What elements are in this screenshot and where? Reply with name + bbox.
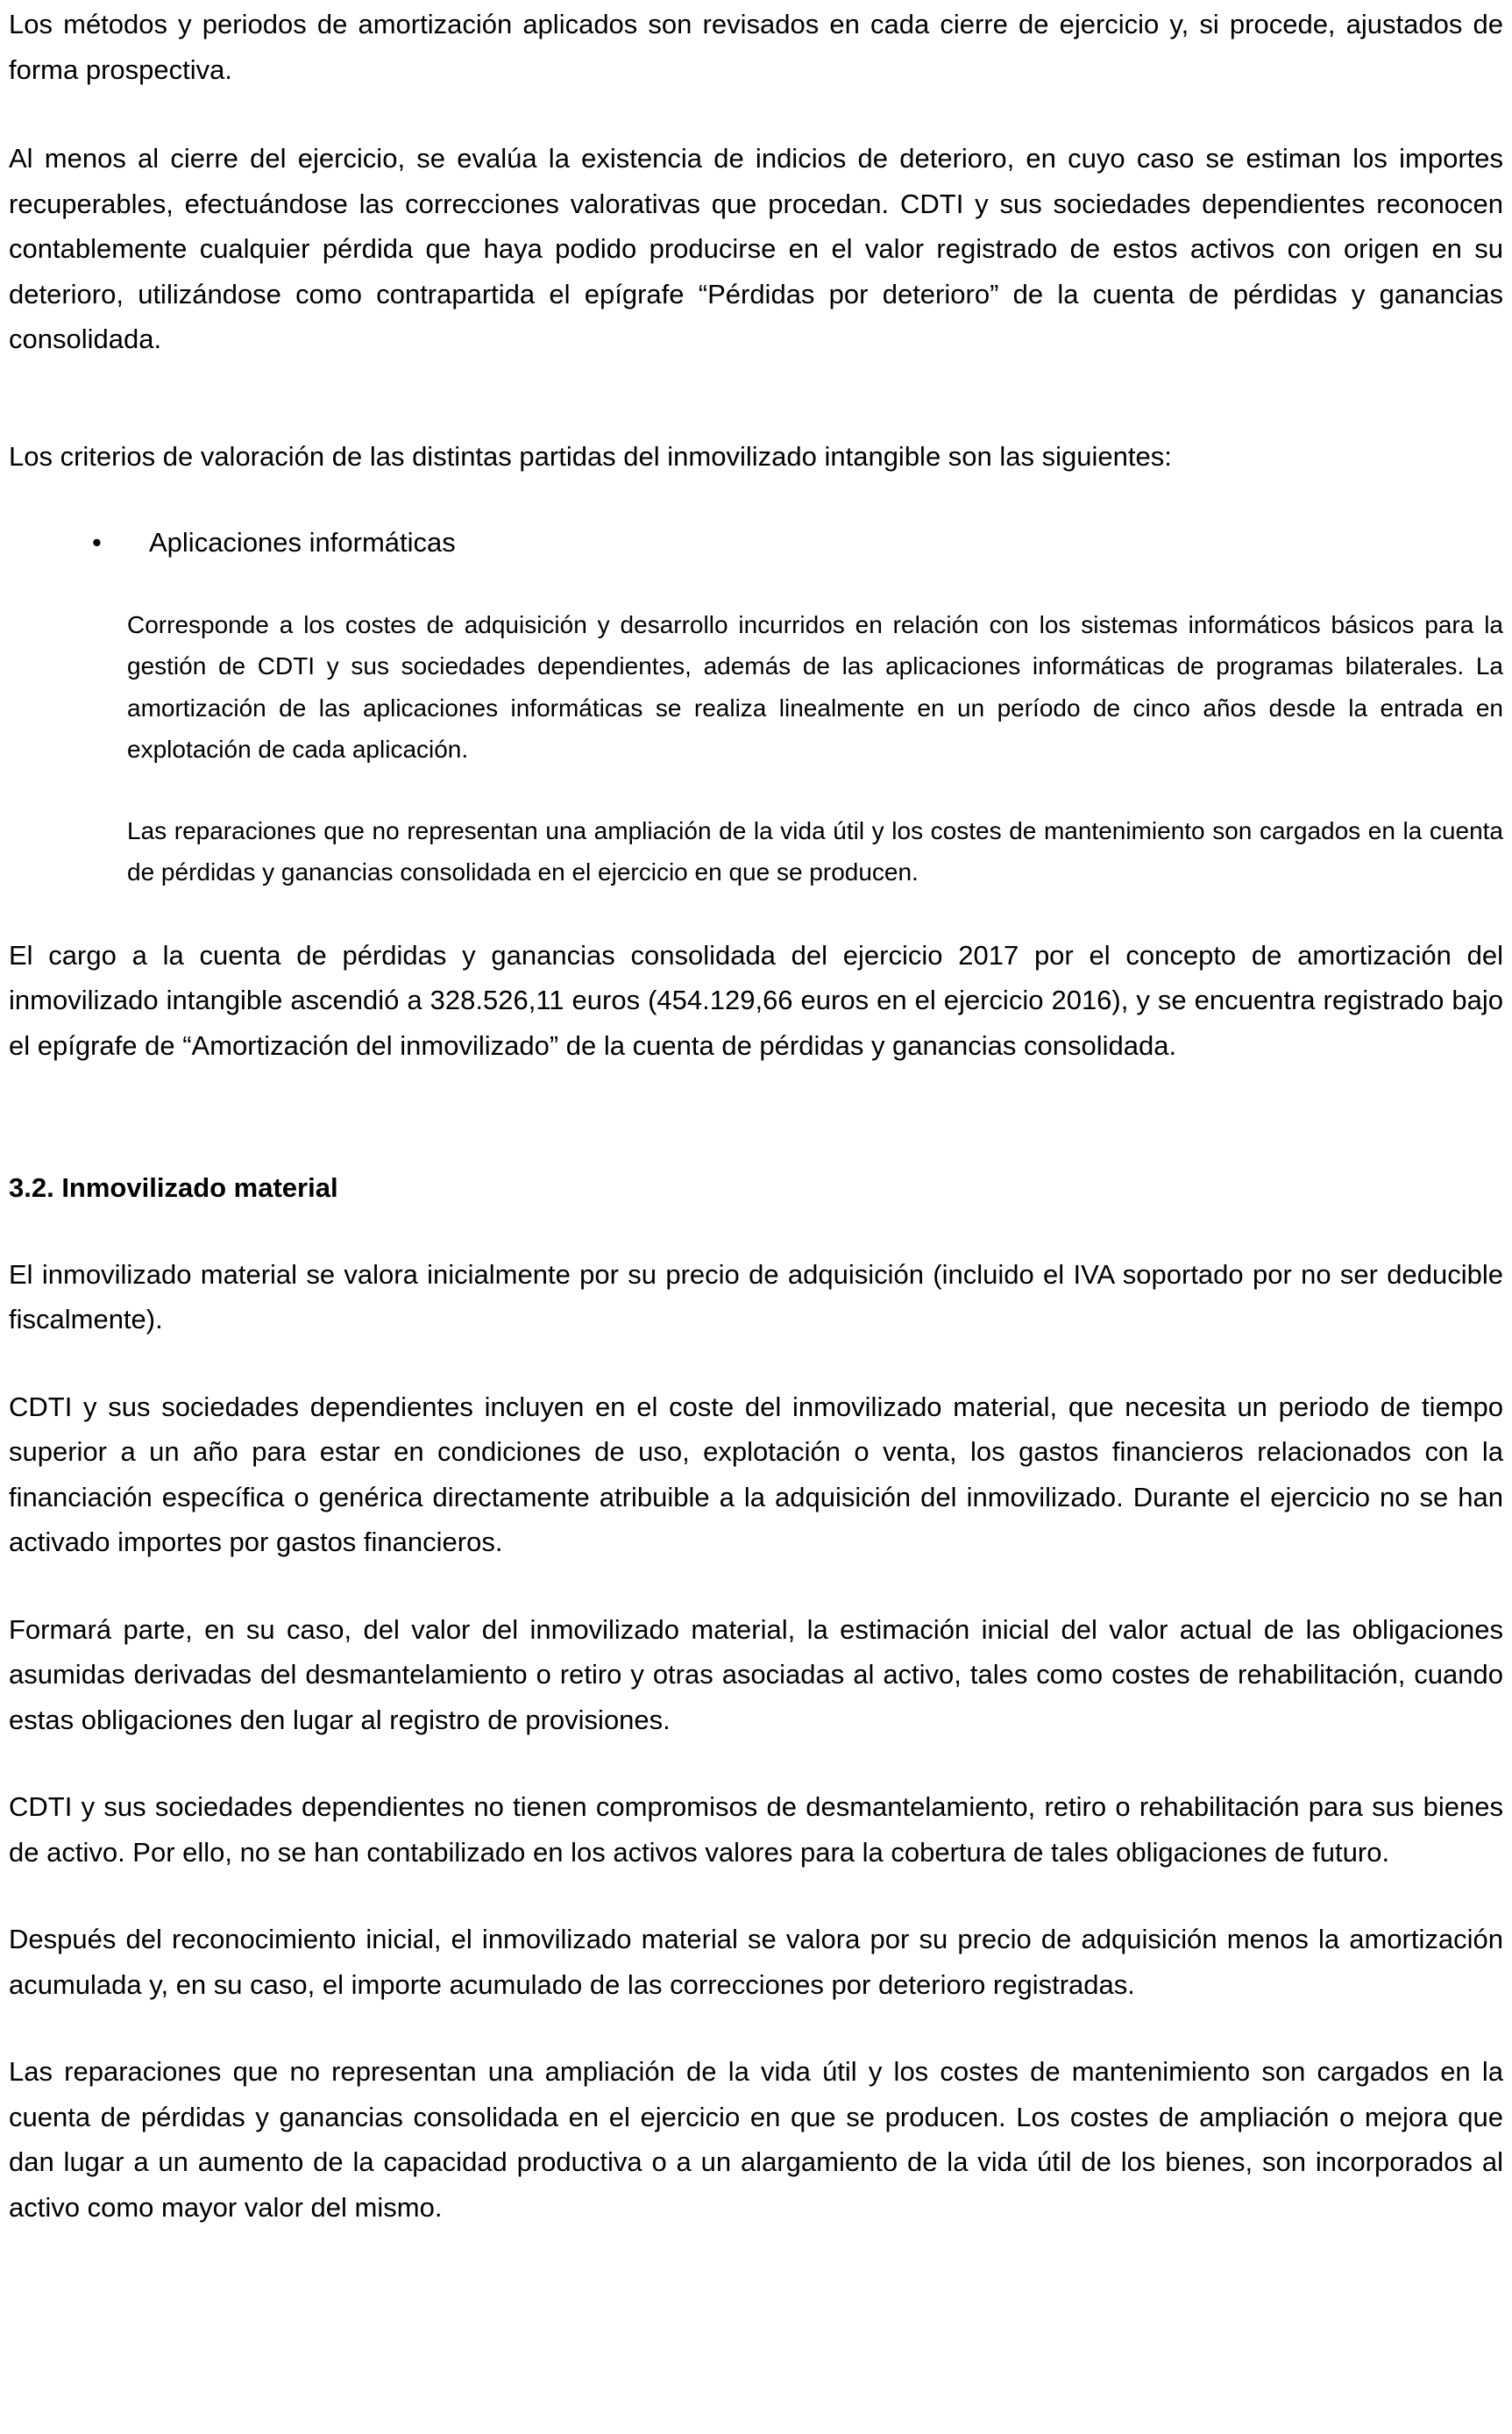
paragraph-valuation-criteria: Los criterios de valoración de las distintas partidas del inmovilizado intangible son las siguientes: [9,440,1172,472]
bullet-label: Aplicaciones informáticas [149,527,456,558]
paragraph-amortization-review: Los métodos y periodos de amortización aplicados son revisados en cada cierre de ejercicio y, si procede, ajustados de forma prospectiva. [9,9,1503,85]
paragraph-dismantling-estimate: Formará parte, en su caso, del valor del inmovilizado material, la estimación inicial del valor actual de las obligaciones asumidas derivadas del desmantelamiento o retiro y otras asociadas al activo, tales como costes de rehabilitación, cuando estas obligaciones den lugar al registro de provisiones. [9,1613,1503,1735]
paragraph-impairment: Al menos al cierre del ejercicio, se evalúa la existencia de indicios de deterioro, en cuyo caso se estiman los importes recuperables, efectuándose las correcciones valorativas que procedan. CDTI y sus sociedades dependientes reconocen contablemente cualquier pérdida que haya podido producirse en el valor registrado de estos activos con origen en su deterioro, utilizándose como contrapartida el epígrafe “Pérdidas por deterioro” de la cuenta de pérdidas y ganancias consolidada. [9,143,1503,354]
paragraph-repairs-improvements: Las reparaciones que no representan una ampliación de la vida útil y los costes de mantenimiento son cargados en la cuenta de pérdidas y ganancias consolidada en el ejercicio en que se producen. Los costes de ampliación o mejora que dan lugar a un aumento de la capacidad productiva o a un alargamiento de la vida útil de los bienes, son incorporados al activo como mayor valor del mismo. [9,2056,1503,2223]
paragraph-initial-valuation: El inmovilizado material se valora inicialmente por su precio de adquisición (incluido el IVA soportado por no ser deducible fiscalmente). [9,1258,1503,1334]
paragraph-software-costs: Corresponde a los costes de adquisición y desarrollo incurridos en relación con los sistemas informáticos básicos para la gestión de CDTI y sus sociedades dependientes, además de las aplicaciones informáticas de programas bilaterales. La amortización de las aplicaciones informáticas se realiza linealmente en un período de cinco años desde la entrada en explotación de cada aplicación. [127,610,1503,763]
paragraph-subsequent-valuation: Después del reconocimiento inicial, el inmovilizado material se valora por su precio de adquisición menos la amortización acumulada y, en su caso, el importe acumulado de las correcciones por deterioro registradas. [9,1924,1503,2000]
bullet-marker: • [92,527,102,558]
paragraph-no-dismantling: CDTI y sus sociedades dependientes no tienen compromisos de desmantelamiento, retiro o rehabilitación para sus bienes de activo. Por ello, no se han contabilizado en los activos valores para la cobertura de tales obligaciones de futuro. [9,1791,1503,1868]
section-heading: 3.2. Inmovilizado material [9,1172,338,1203]
bullet-item-software [9,520,1503,566]
document-page [9,0,1503,2434]
paragraph-amortization-charge: El cargo a la cuenta de pérdidas y ganancias consolidada del ejercicio 2017 por el concepto de amortización del inmovilizado intangible ascendió a 328.526,11 euros (454.129,66 euros en el ejercicio 2016), y se encuentra registrado bajo el epígrafe de “Amortización del inmovilizado” de la cuenta de pérdidas y ganancias consolidada. [9,939,1503,1061]
paragraph-software-repairs: Las reparaciones que no representan una ampliación de la vida útil y los costes de mantenimiento son cargados en la cuenta de pérdidas y ganancias consolidada en el ejercicio en que se producen. [127,816,1503,886]
paragraph-financial-costs: CDTI y sus sociedades dependientes incluyen en el coste del inmovilizado material, que necesita un periodo de tiempo superior a un año para estar en condiciones de uso, explotación o venta, los gastos financieros relacionados con la financiación específica o genérica directamente atribuible a la adquisición del inmovilizado. Durante el ejercicio no se han activado importes por gastos financieros. [9,1391,1503,1557]
